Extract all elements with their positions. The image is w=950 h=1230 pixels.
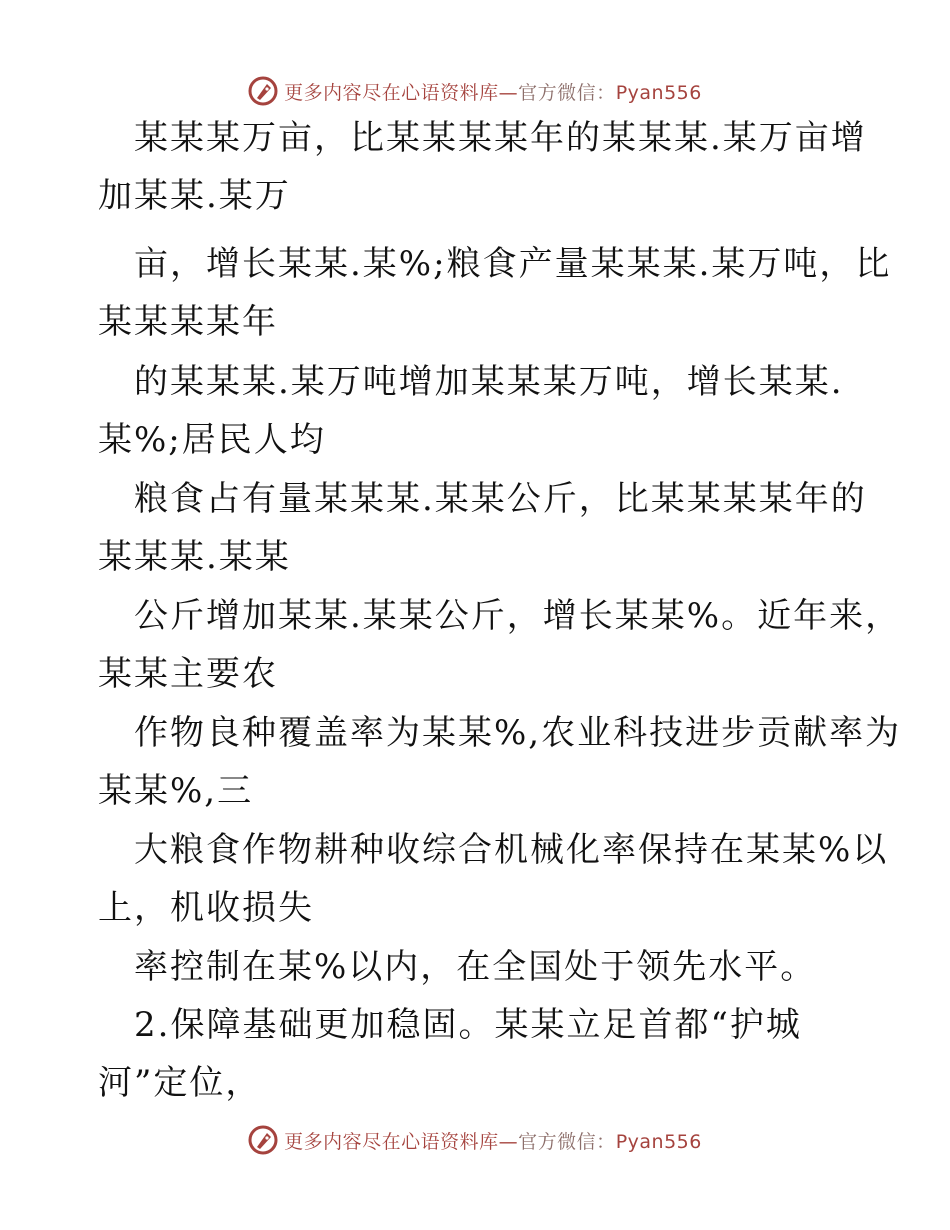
header-wechat-id: Pyan556 (615, 81, 702, 104)
header-text (284, 78, 702, 105)
text-line: 某某某.某某 (98, 537, 291, 577)
text-line: 某某某万亩，比某某某某年的某某某.某万亩增 (98, 118, 867, 158)
text-line: 某某%,三 (98, 771, 254, 811)
text-line: 粮食占有量某某某.某某公斤，比某某某某年的 (98, 479, 867, 519)
text-line: 的某某某.某万吨增加某某某万吨，增长某某. (98, 362, 844, 402)
text-line: 加某某.某万 (98, 176, 291, 216)
text-line: 某%;居民人均 (98, 420, 326, 460)
footer-text (284, 1127, 702, 1154)
footer-wechat-id: Pyan556 (615, 1130, 702, 1153)
text-line: 亩，增长某某.某%;粮食产量某某某.某万吨，比 (98, 244, 892, 284)
text-line: 大粮食作物耕种收综合机械化率保持在某某%以 (98, 830, 889, 870)
header-banner (0, 71, 950, 111)
pen-nib-logo-icon (248, 76, 278, 106)
text-line: 某某主要农 (98, 654, 278, 694)
header-separator: — (498, 81, 519, 104)
text-line: 上，机收损失 (98, 888, 314, 928)
footer-banner (0, 1120, 950, 1160)
text-line: 率控制在某%以内，在全国处于领先水平。 (98, 947, 817, 987)
text-line: 作物良种覆盖率为某某%,农业科技进步贡献率为 (98, 713, 902, 753)
footer-brand-text: 更多内容尽在心语资料库 (284, 1130, 499, 1153)
footer-wechat-label: 官方微信： (518, 1130, 616, 1153)
header-wechat-label: 官方微信： (518, 81, 616, 104)
footer-separator: — (498, 1130, 519, 1153)
pen-nib-logo-icon (248, 1125, 278, 1155)
text-line: 河”定位， (98, 1063, 262, 1103)
text-line: 公斤增加某某.某某公斤，增长某某%。近年来， (98, 596, 902, 636)
header-brand-text: 更多内容尽在心语资料库 (284, 81, 499, 104)
text-line: 2.保障基础更加稳固。某某立足首都“护城 (98, 1005, 802, 1045)
text-line: 某某某某年 (98, 302, 278, 342)
